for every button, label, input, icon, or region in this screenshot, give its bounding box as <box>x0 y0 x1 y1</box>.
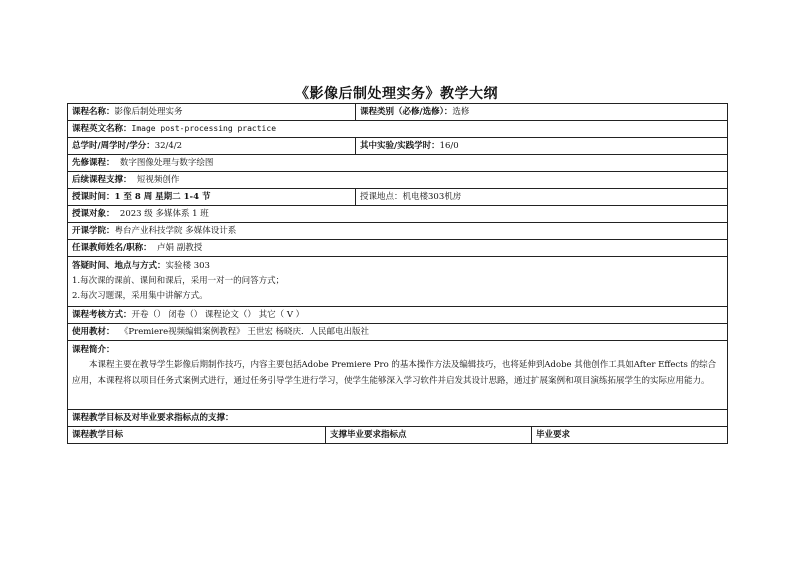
intro-text: 本课程主要在教导学生影像后期制作技巧，内容主要包括Adobe Premiere Pro 的基本操作方法及编辑技巧，也将延伸到Adobe 其他创作工具如After Effects 的综合应用，本课程将以项目任务式案例式进行，通过任务引导学生进行学习，使学生能够深入学习软件并启发其设计思路，通过扩展案例和项目演练拓展学生的实际应用能力。 <box>72 360 717 386</box>
course-name-value: 影像后制处理实务 <box>114 107 183 117</box>
textbook-label: 使用教材： <box>72 327 115 337</box>
qa-cell <box>68 257 728 307</box>
course-english-value: Image post-processing practice <box>131 124 277 133</box>
intro-spacer <box>68 391 728 410</box>
hours-cell <box>68 138 356 155</box>
syllabus-table <box>67 103 728 444</box>
target-label: 授课对象： <box>72 209 115 219</box>
intro-label: 课程简介： <box>72 345 115 355</box>
follow-up-value: 短视频创作 <box>136 175 180 185</box>
col-requirement-header: 毕业要求 <box>532 427 728 444</box>
schedule-cell <box>68 189 356 206</box>
target-cell <box>68 206 728 223</box>
qa-value: 实验楼 303 <box>165 261 210 271</box>
prerequisite-value: 数字图像处理与数字绘图 <box>119 158 214 168</box>
course-type-label: 课程类别（必修/选修）： <box>360 107 453 117</box>
row-qa <box>68 257 728 307</box>
schedule-label: 授课时间： <box>72 192 115 202</box>
assessment-value: 开卷（） 闭卷（） 课程论文（） 其它（ V ） <box>131 310 305 320</box>
row-teacher <box>68 240 728 257</box>
assessment-label: 课程考核方式： <box>72 310 132 320</box>
hours-value: 32/4/2 <box>154 141 183 151</box>
intro-cell <box>68 341 728 392</box>
follow-up-cell <box>68 172 728 189</box>
location-value: 机电楼303机房 <box>402 192 462 202</box>
col-indicator-header: 支撑毕业要求指标点 <box>326 427 532 444</box>
row-column-headers <box>68 427 728 444</box>
row-hours <box>68 138 728 155</box>
page-title: 《影像后制处理实务》教学大纲 <box>295 86 498 102</box>
row-follow-up <box>68 172 728 189</box>
lab-hours-value: 16/0 <box>439 141 459 151</box>
row-target <box>68 206 728 223</box>
follow-up-label: 后续课程支撑： <box>72 175 132 185</box>
row-course-english <box>68 121 728 138</box>
schedule-value: 1 至 8 周 星期二 1-4 节 <box>114 192 211 202</box>
department-label: 开课学院： <box>72 226 115 236</box>
col-objective-header: 课程教学目标 <box>68 427 326 444</box>
teacher-label: 任课教师姓名/职称： <box>72 243 152 253</box>
row-department <box>68 223 728 240</box>
course-english-label: 课程英文名称： <box>72 124 132 134</box>
prerequisite-cell <box>68 155 728 172</box>
teacher-cell <box>68 240 728 257</box>
row-intro <box>68 341 728 392</box>
qa-label: 答疑时间、地点与方式： <box>72 261 166 271</box>
row-spacer <box>68 391 728 410</box>
department-cell <box>68 223 728 240</box>
row-assessment <box>68 307 728 324</box>
course-name-label: 课程名称： <box>72 107 115 117</box>
textbook-value: 《Premiere视频编辑案例教程》 王世宏 杨晓庆．人民邮电出版社 <box>119 327 370 337</box>
assessment-cell <box>68 307 728 324</box>
qa-heading <box>72 259 723 274</box>
textbook-cell <box>68 324 728 341</box>
target-value: 2023 级 多媒体系 1 班 <box>119 209 209 219</box>
location-label: 授课地点： <box>360 192 403 202</box>
prerequisite-label: 先修课程： <box>72 158 115 168</box>
course-name-cell <box>68 104 356 121</box>
row-objectives-header <box>68 410 728 427</box>
row-prerequisite <box>68 155 728 172</box>
department-value: 粤台产业科技学院 多媒体设计系 <box>114 226 237 236</box>
row-schedule <box>68 189 728 206</box>
lab-hours-cell <box>356 138 728 155</box>
row-textbook <box>68 324 728 341</box>
qa-line-1: 1.每次课的课前、课间和课后，采用一对一的问答方式； <box>72 276 285 286</box>
hours-label: 总学时/周学时/学分： <box>72 141 155 151</box>
course-english-cell <box>68 121 728 138</box>
location-cell <box>356 189 728 206</box>
row-course-name <box>68 104 728 121</box>
objectives-header-cell: 课程教学目标及对毕业要求指标点的支撑： <box>68 410 728 427</box>
course-type-value: 选修 <box>452 107 470 117</box>
course-type-cell <box>356 104 728 121</box>
qa-line-2: 2.每次习题课，采用集中讲解方式。 <box>72 291 208 301</box>
teacher-value: 卢娟 副教授 <box>157 243 203 253</box>
lab-hours-label: 其中实验/实践学时： <box>360 141 440 151</box>
